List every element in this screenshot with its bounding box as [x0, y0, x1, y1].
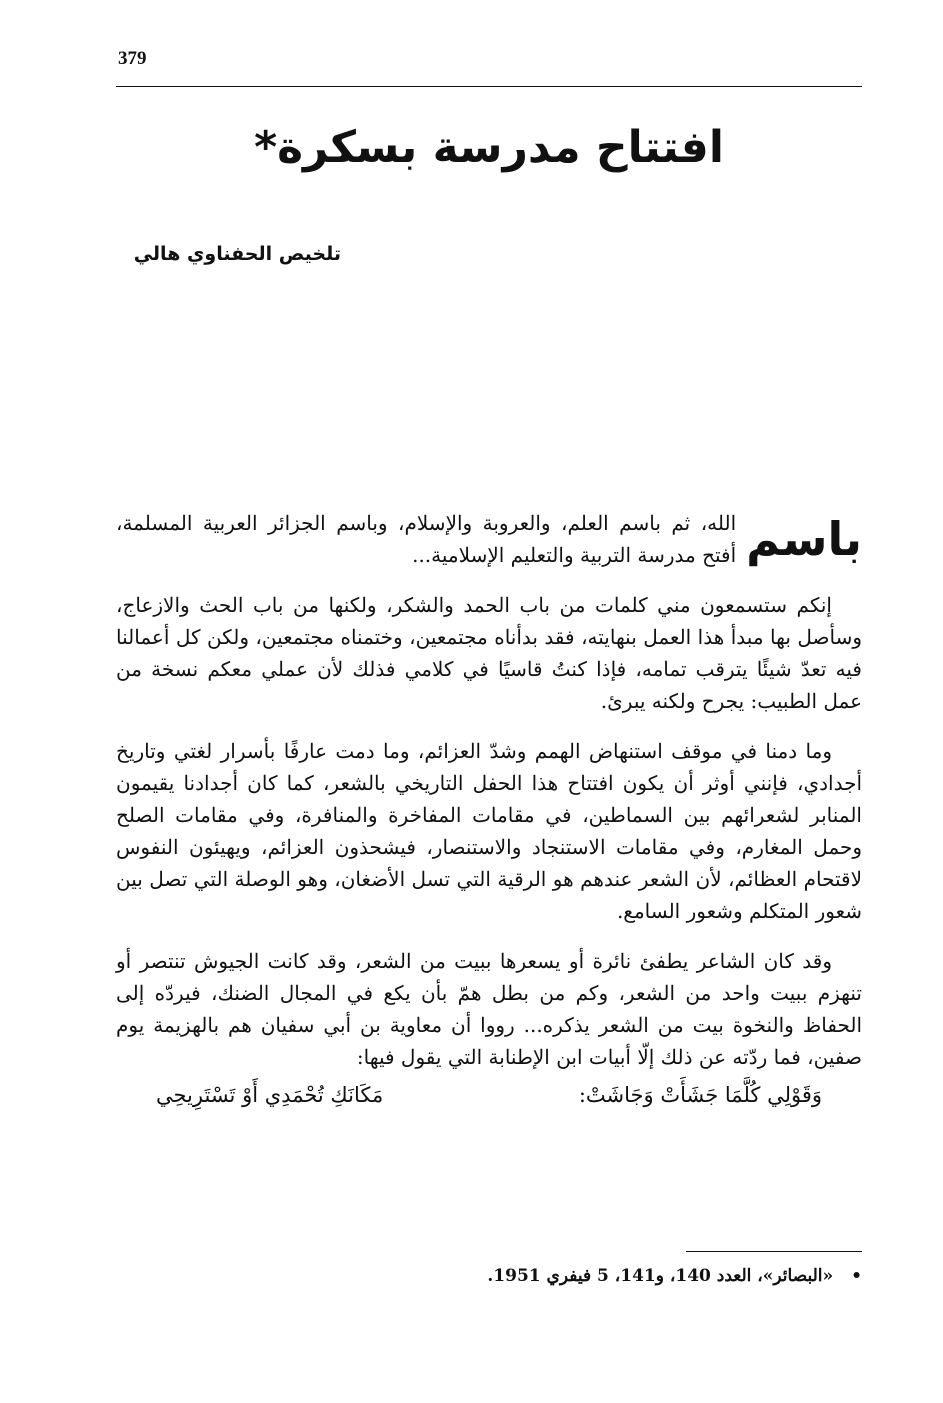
author-credit: تلخيص الحفناوي هالي: [133, 243, 341, 265]
drop-cap-word: باسم: [746, 512, 862, 566]
paragraph-1-text: الله، ثم باسم العلم، والعروبة والإسلام، وباسم الجزائر العربية المسلمة، أفتح مدرسة التربية والتعليم الإسلامية...: [116, 511, 737, 567]
footnote-text: «البصائر»، العدد 140، و141، 5 فيفري 1951.: [487, 1266, 834, 1286]
paragraph-3: وما دمنا في موقف استنهاض الهمم وشدّ العزائم، وما دمت عارفًا بأسرار لغتي وتاريخ أجدادي، فإنني أوثر أن يكون افتتاح هذا الحفل التاريخي بالشعر، كما كان أجدادنا يقيمون المنابر لشعرائهم بين السماطين، في مقامات المفاخرة والمنافرة، وفي مقامات الصلح وحمل المغارم، وفي مقامات الاستنجاد والاستنصار، فيشحذون العزائم، ويهيئون النفوس لاقتحام العظائم، لأن الشعر عندهم هو الرقية التي تسل الأضغان، وهو الوصلة التي تصل بين شعور المتكلم وشعور السامع.: [116, 739, 862, 923]
footnote-marker: •: [851, 1266, 862, 1286]
paragraph-1: [116, 507, 862, 571]
verse-second-hemistich: مَكَانَكِ تُحْمَدِي أَوْ تَسْتَرِيحِي: [156, 1083, 384, 1107]
page-number: 379: [118, 48, 147, 69]
footnote-rule: [686, 1251, 862, 1252]
article-body: [116, 507, 862, 1111]
header-rule: [116, 86, 862, 87]
verse-first-hemistich: وَقَوْلِي كُلَّمَا جَشَأَتْ وَجَاشَتْ:: [578, 1083, 822, 1107]
article-title: افتتاح مدرسة بسكرة*: [254, 122, 724, 173]
paragraph-2: إنكم ستسمعون مني كلمات من باب الحمد والشكر، ولكنها من باب الحث والازعاج، وسأصل بها مبدأ هذا العمل بنهايته، فقد بدأناه مجتمعين، وختمناه مجتمعين، ولكن كل أعمالنا فيه تعدّ شيئًا يترقب تمامه، فإذا كنتُ قاسيًا في كلامي فذلك لأن عملي معكم نسخة من عمل الطبيب: يجرح ولكنه يبرئ.: [116, 593, 862, 713]
poem-verse: [116, 1079, 862, 1111]
paragraph-4: وقد كان الشاعر يطفئ نائرة أو يسعرها ببيت من الشعر، وقد كانت الجيوش تنتصر أو تنهزم ببيت واحد من الشعر، وكم من بطل همّ بأن يكع في المجال الضنك، فيردّه إلى الحفاظ والنخوة بيت من الشعر يذكره... رووا أن معاوية بن أبي سفيان هم بالهزيمة يوم صفين، فما ردّته عن ذلك إلّا أبيات ابن الإطنابة التي يقول فيها:: [116, 949, 862, 1069]
footnote: [487, 1266, 862, 1286]
